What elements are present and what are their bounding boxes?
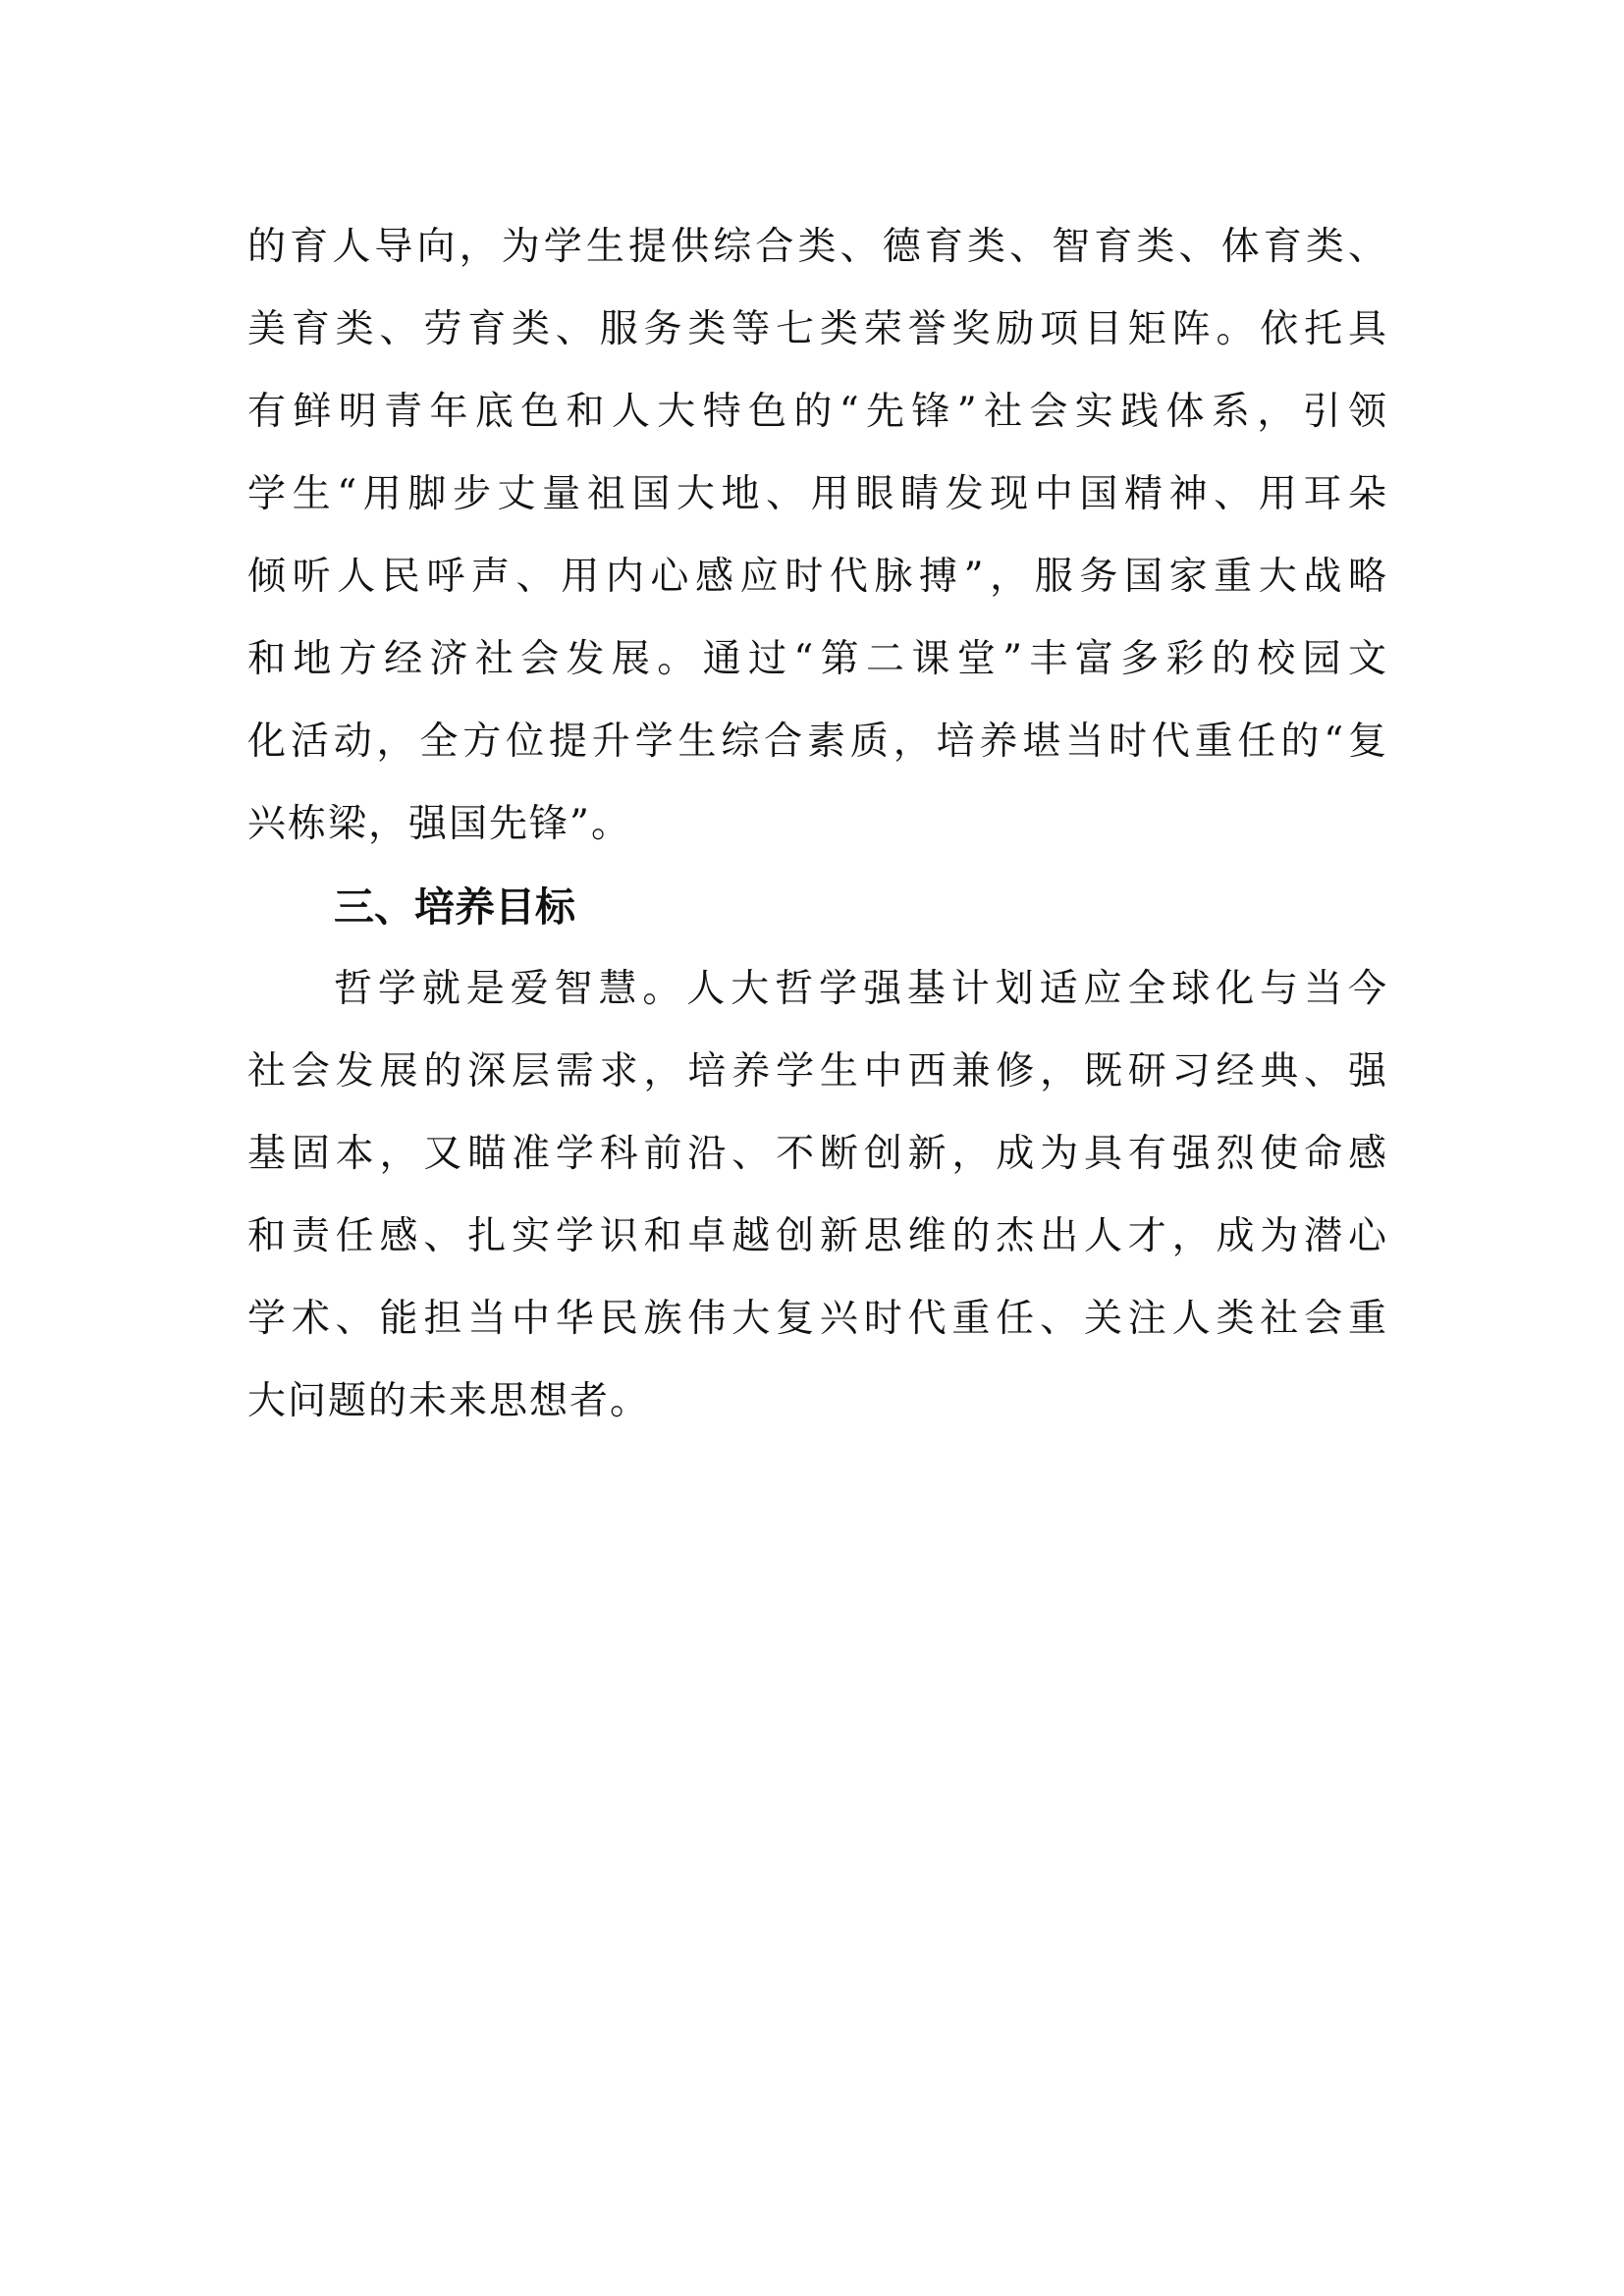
text-line: 的育人导向，为学生提供综合类、德育类、智育类、体育类、 (247, 225, 1386, 269)
text-line: 有鲜明青年底色和人大特色的“先锋”社会实践体系，引领 (247, 390, 1386, 434)
text-line: 美育类、劳育类、服务类等七类荣誉奖励项目矩阵。依托具 (247, 307, 1386, 351)
text-line: 化活动，全方位提升学生综合素质，培养堪当时代重任的“复 (247, 720, 1386, 764)
text-line: 和责任感、扎实学识和卓越创新思维的杰出人才，成为潜心 (247, 1214, 1386, 1258)
text-line: 基固本，又瞄准学科前沿、不断创新，成为具有强烈使命感 (247, 1132, 1386, 1176)
text-line: 学生“用脚步丈量祖国大地、用眼睛发现中国精神、用耳朵 (247, 472, 1386, 516)
text-line: 学术、能担当中华民族伟大复兴时代重任、关注人类社会重 (247, 1297, 1386, 1341)
paragraph-honors-and-practice (247, 206, 1386, 866)
text-line: 兴栋梁，强国先锋”。 (247, 802, 631, 846)
paragraph-training-goals (247, 948, 1386, 1443)
text-line: 大问题的未来思想者。 (247, 1379, 651, 1423)
section-heading-training-goals: 三、培养目标 (334, 883, 575, 931)
text-line: 社会发展的深层需求，培养学生中西兼修，既研习经典、强 (247, 1049, 1386, 1094)
text-line: 倾听人民呼声、用内心感应时代脉搏”，服务国家重大战略 (247, 555, 1386, 599)
document-body (247, 206, 1386, 1443)
text-line: 哲学就是爱智慧。人大哲学强基计划适应全球化与当今 (334, 967, 1386, 1011)
text-line: 和地方经济社会发展。通过“第二课堂”丰富多彩的校园文 (247, 637, 1386, 681)
